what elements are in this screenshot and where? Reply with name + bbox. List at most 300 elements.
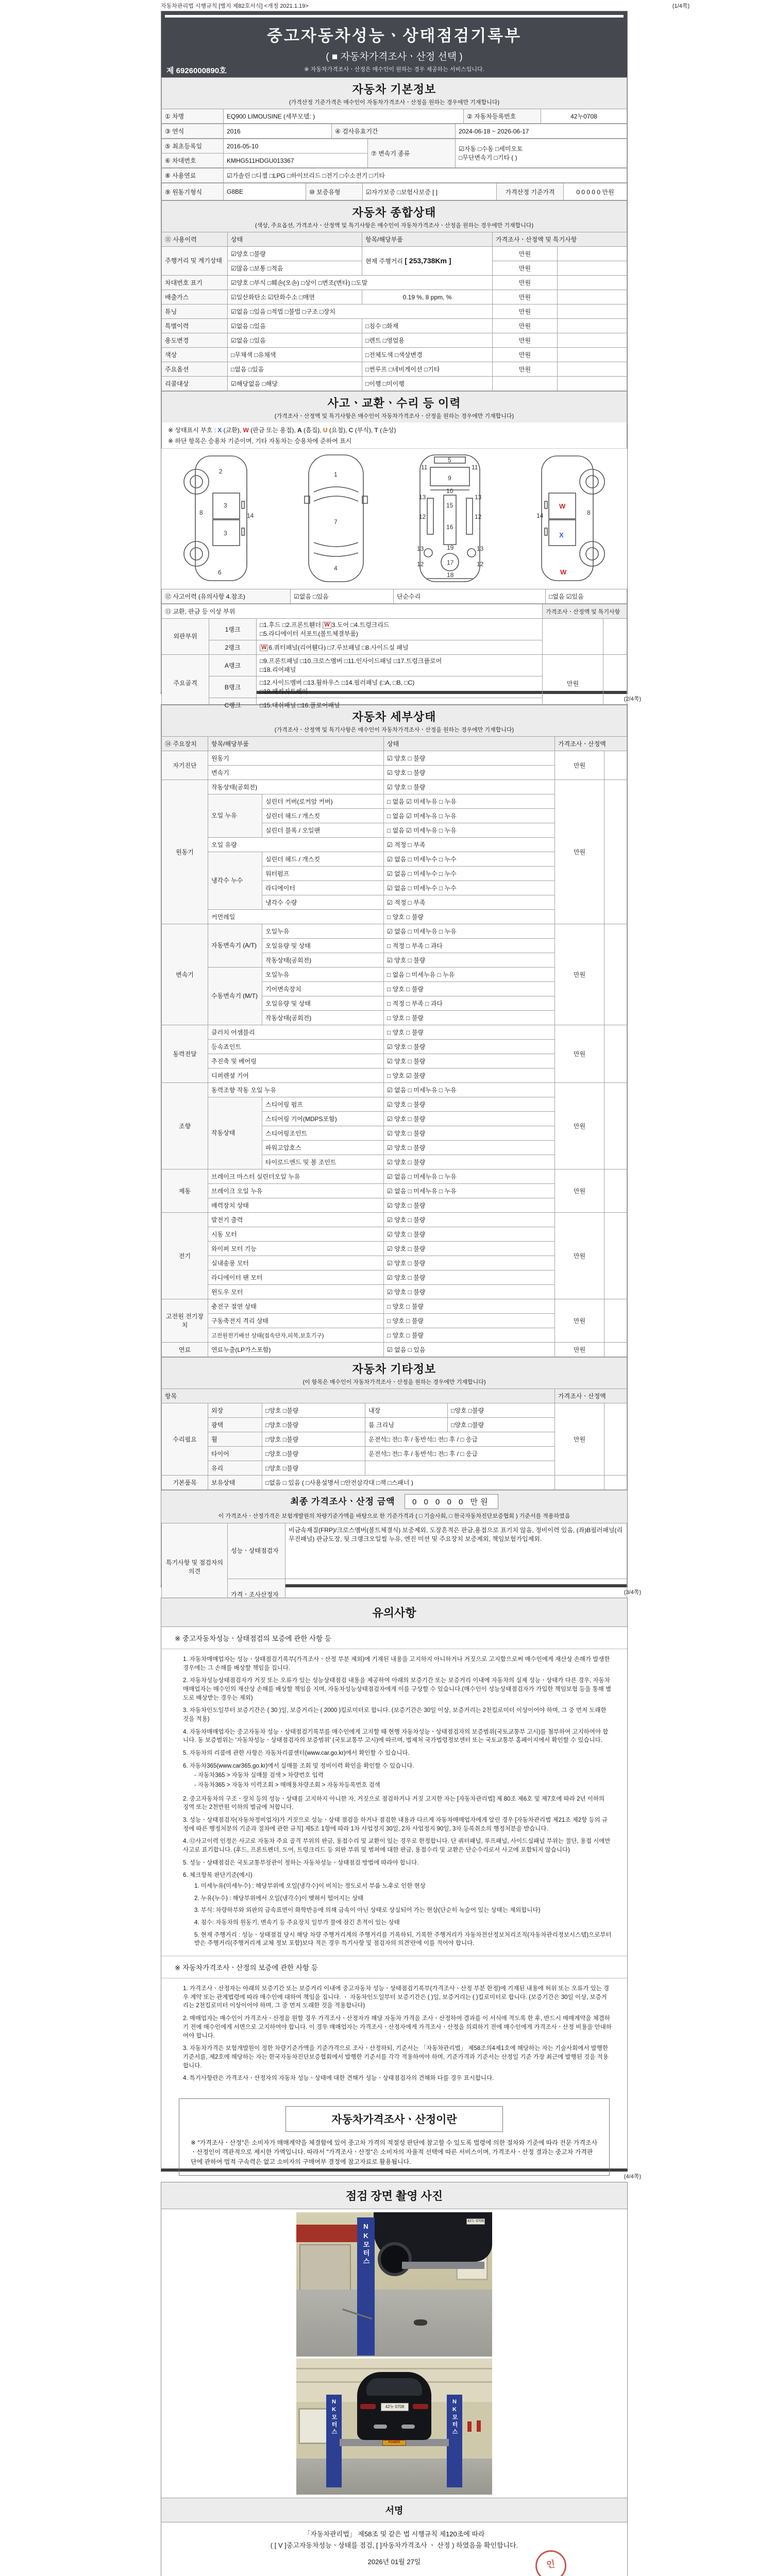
diagram-label: 3 [224,502,227,509]
drive-battery-state: □ 양호 □ 불량 [384,1314,555,1328]
diagram-label: 1 [334,471,338,478]
brake-booster-state: ☑ 양호 □ 불량 [384,1198,555,1213]
photo-section-title: 점검 장면 촬영 사진 [161,2182,627,2209]
usage-change-state: ☑없음 □있음 [228,333,362,348]
common-rail-state: □ 양호 □ 불량 [384,910,555,924]
weld-mark: W [559,502,566,510]
diagram-label: 12 [417,561,424,568]
emission-note [558,290,627,304]
starter-motor: 시동 모터 [208,1227,384,1242]
special-history-item: □침수 □화재 [362,319,493,333]
emission-price: 만원 [493,290,558,304]
rankB-line1: □12.사이드멤버 □13.휠하우스 □14.필러패널 (□A, □B, □C) [260,679,415,686]
lift-column [357,2217,375,2355]
exhaust-tip-left [374,2425,387,2429]
coolant-radiator-state: ☑ 없음 □ 미세누수 □ 누수 [384,881,555,895]
steering-gear-state: ☑ 양호 □ 불량 [384,1112,555,1126]
selfdiag-engine: 원동기 [208,751,384,766]
common-rail: 커먼레일 [208,910,384,924]
mt-group: 수동변속기 (M/T) [208,968,262,1025]
mark-a: A [297,427,302,434]
mark-w-text: (판금 또는 용접), [248,427,298,434]
engine-group: 원동기 [162,780,208,924]
diagram-label: 9 [448,474,451,482]
fuel-type-options: ☑가솔린 □디젤 □LPG □하이브리드 □전기 □수소전기 □기타 [224,168,627,183]
tuning-state: ☑없음 □있음 □적법 □불법 □구조 □장치 [228,304,493,319]
weld-checkbox-door: W [323,622,331,629]
car-rear-window [366,2378,422,2396]
cv-joint: 등속죠인트 [208,1040,384,1054]
red-banner [296,2225,358,2242]
license-plate-partial: 42누 0708 [466,2218,485,2225]
vin-mark-label: 차대번호 표기 [162,276,228,290]
holding-state-label: 보유상태 [208,1476,262,1490]
appraiser-label: 가격ㆍ조사산정자 [228,1579,285,1611]
steering-gear: 스티어링 기어(MDPS포함) [262,1112,384,1126]
emission-state: ☑일산화탄소 ☑탄화수소 □매연 [228,290,362,304]
accident-history-row [161,589,627,604]
accident-history-state: ☑없음 □있음 [291,589,394,604]
notice-item: 3. 자동차인도일부터 보증기간은 ( 30 )일, 보증거리는 ( 2000 )킬로미터로 합니다. (보증기간은 30일 이상, 보증거리는 2천킬로미터 이상이어야 하며, 그 중 먼저 도래한 것을 적용) [183,1707,607,1723]
diagram-label: 5 [448,456,451,464]
page-marker-4: (4/4쪽) [624,2174,641,2180]
etc-col-price: 가격조사ㆍ산정액 [555,1389,627,1403]
oil-leak-block: 실린더 블록 / 오일팬 [262,823,384,838]
engine-price: 만원 [555,780,604,924]
glass-state: □양호 □불량 [262,1461,365,1476]
notice-item: 2. 매매업자는 매수인이 가격조사ㆍ산정을 원할 경우 가격조사ㆍ산정자가 해당 자동차 가격을 조사ㆍ산정하여 결과를 이 서식에 적도록 한 후, 반드시 매매계약을 체결하기 전에 매수인에게 서면으로 고지하여야 합니다. 이 경우 매매업자는 가격조사ㆍ산정자에게 가격조사ㆍ산정을 의뢰하기 전에 매수인에게 가격조사ㆍ산정 비용을 안내하여야 합니다. [183,2015,612,2039]
notice-section1-title: ※ 중고자동차성능ㆍ상태점검의 보증에 관한 사항 등 [161,1627,627,1649]
holding-state-value: □없음 □ 있음 ( □사용설명서 □안전삼각대 □잭 □스패너 ) [262,1476,555,1490]
at-idle: 작동상태(공회전) [262,953,384,968]
color-note [558,348,627,362]
price-appraisal-explain-box [179,2098,610,2176]
engine-idle-state: ☑ 양호 □ 불량 [384,780,555,794]
emission-values: 0.19 %, 8 ppm, % [362,290,493,304]
differential-state: □ 양호 ☑ 불량 [384,1069,555,1083]
color-state: □무채색 □유채색 [228,348,362,362]
electric-note [604,1213,627,1299]
selfdiag-note [604,751,627,780]
diagram-label: 3 [224,530,227,537]
charge-port-state: □ 양호 □ 불량 [384,1299,555,1314]
warranty-type-label: ⑩ 보증유형 [306,183,363,200]
diagram-label: 15 [446,502,453,509]
repair-price: 만원 [555,1403,604,1476]
selfdiag-transmission: 변속기 [208,766,384,780]
diagram-label: 8 [587,509,591,516]
col-major-device: ⑭ 주요장치 [162,737,208,751]
rankA-label: A랭크 [209,655,257,676]
panel-price-header: 가격조사ㆍ산정액 및 특기사항 [543,604,627,619]
inspection-period-value: 2024-06-18 ~ 2026-06-17 [456,124,627,139]
diagram-label: 10 [446,487,453,495]
rankA-items [257,655,543,676]
garage-floor [296,2459,492,2495]
mt-gear: 기어변속장치 [262,982,384,996]
mark-x-text: (교환), [222,427,243,434]
price-appraisal-explain-body: ※ "가격조사ㆍ산정"은 소비자가 매매계약을 체결함에 있어 중고차 가격의 적절성 판단에 참고할 수 있도록 법령에 의한 절차와 기준에 따라 전문 가격조사ㆍ산정인이 객관적으로 제시한 가액입니다. 따라서 "가격조사ㆍ산정"은 소비자의 자율적 선택에 따른 서비스이며, 가격조사ㆍ산정 결과는 중고차 가격판단에 관하여 법적 구속력은 없고 소비자의 구매여부 결정에 참고자료로 활용됩니다. [191,2139,598,2166]
inspector-label: 성능ㆍ상태점검자 [228,1523,285,1579]
wiper-motor-state: ☑ 양호 □ 불량 [384,1242,555,1256]
mark-w: W [243,427,249,434]
wheel-state: □양호 □불량 [262,1432,365,1447]
simple-repair-label: 단순수리 [394,589,546,604]
powertrain-note [604,1025,627,1083]
oil-leak-group: 오일 누유 [208,794,262,838]
overall-state-title: 자동차 종합상태 [352,206,436,219]
brake-price: 만원 [555,1170,604,1213]
engine-type-label: ⑨ 원동기형식 [162,183,224,200]
signature-law-line: 「자동차관리법」 제58조 및 같은 법 시행규칙 제120조에 따라 [304,2530,485,2538]
tie-rod-state: ☑ 양호 □ 불량 [384,1155,555,1170]
fire-extinguisher [477,2420,481,2432]
coolant-level: 냉각수 수량 [262,895,384,910]
rank2-items [257,640,543,655]
detail-state-title: 자동차 세부상태 [352,710,436,723]
glass-detail [365,1461,555,1476]
col-usage-history: ⑪ 사용이력 [162,232,228,247]
rank1-label: 1랭크 [209,619,257,640]
inspection-photo-2 [296,2359,492,2495]
vin-value: KMHG511HDGU013367 [224,154,368,168]
lift-arm [402,2262,484,2269]
tuning-price: 만원 [493,304,558,319]
fuel-group: 연료 [162,1343,208,1357]
steering-joint-state: ☑ 양호 □ 불량 [384,1126,555,1141]
mt-gear-state: □ 양호 □ 불량 [384,982,555,996]
panel-exchange-label: ⑬ 교환, 판금 등 이상 부위 [162,604,543,619]
main-option-item: □썬루프 □네비게이션 □기타 [362,362,493,377]
base-price-value: 0 0 0 0 0 만원 [564,183,627,200]
diagram-label: 8 [199,509,203,516]
warranty-type-options: ☑자가보증 □보험사보증 [ ] [363,183,497,200]
oil-leak-head-state: □ 없음 ☑ 미세누유 □ 누유 [384,809,555,823]
transmission-group: 변속기 [162,924,208,1025]
license-plate: 42누 0708 [381,2403,409,2411]
accident-history-header [161,391,627,422]
oil-leak-head: 실린더 헤드 / 개스킷 [262,809,384,823]
document-title: 중고자동차성능ㆍ상태점검기록부 [266,27,522,45]
room-cleaning-state: □양호 □불량 [448,1418,555,1432]
col-item-part: 항목/해당부품 [362,232,493,247]
tire-state: □양호 □불량 [262,1447,365,1461]
power-sticker: POWER [382,2440,406,2446]
car-damage-diagrams [161,448,627,589]
coolant-waterpump-state: ☑ 없음 □ 미세누수 □ 누수 [384,867,555,881]
oil-leak-rocker: 실린더 커버(로커암 커버) [262,794,384,809]
lift-brand-text: NK모터스 [331,2399,337,2436]
coolant-waterpump: 워터펌프 [262,867,384,881]
diagram-label: 6 [218,569,222,576]
emission-label: 배출가스 [162,290,228,304]
model-year-value: 2016 [224,124,332,139]
mark-c-text: (부식), [353,427,375,434]
notice-bullet: - 자동차365 > 자동차 이력조회 > 매매용차량조회 > 자동차등록번호 검색 [194,1782,380,1789]
mt-idle: 작동상태(공회전) [262,1011,384,1025]
tire-label: 타이어 [208,1447,262,1461]
inspection-photo-1 [296,2212,492,2355]
starter-motor-state: ☑ 양호 □ 불량 [384,1227,555,1242]
car-diagram-left-side [176,452,274,585]
diagram-label: 13 [419,494,426,501]
power-hose-state: ☑ 양호 □ 불량 [384,1141,555,1155]
fuel-note [604,1343,627,1357]
ceiling-beam [296,2368,492,2369]
record-sheet [161,11,641,2576]
detail-state-header [161,705,627,736]
notice-item: 4. 자동차매매업자는 중고자동차 성능ㆍ상태점검기록부를 매수인에게 고지할 때 현행 자동차성능ㆍ상태점검자의 보증범위(국토교통부 고시)를 첨부하여 고지하여야 합니다. 동 보증범위는 '자동차성능ㆍ상태점검자의 보증범위' (국토교통부 고시)에 따르며, 법제처 국가법령정보센터 또는 국토교통부 홈페이지에서 확인할 수 있습니다. [183,1728,609,1744]
at-oil-level-state: □ 적정 □ 부족 □ 과다 [384,939,555,953]
notice-bullet: - 자동차365 > 자동차 실매물 검색 > 차량번호 입력 [194,1772,324,1779]
steering-pump-state: ☑ 양호 □ 불량 [384,1097,555,1112]
rank2-post: 6.쿼터패널(리어휀다) □7.루브패널 □8.사이드실 패널 [268,644,409,651]
diagram-label: 13 [417,545,424,552]
color-item: □전체도색 □색상변경 [362,348,493,362]
oil-level: 오일 유량 [208,838,384,852]
usage-change-price: 만원 [493,333,558,348]
detail-state-table [161,736,627,1357]
basic-items-note [604,1476,627,1490]
exhaust-tip-right [401,2425,415,2429]
diagram-label: 19 [447,544,454,551]
fuel-leak-state: ☑ 없음 □ 있음 [384,1343,555,1357]
generator-state: ☑ 양호 □ 불량 [384,1213,555,1227]
polish-state: □양호 □불량 [262,1418,365,1432]
vin-mark-price: 만원 [493,276,558,290]
floor-object [414,2319,427,2326]
selfdiag-price: 만원 [555,751,604,780]
outer-panel-group: 외판부위 [162,619,209,655]
hv-wiring-state: □ 양호 □ 불량 [384,1328,555,1343]
brake-note [604,1170,627,1213]
detail-state-subtitle: (가격조사ㆍ산정액 및 특기사항은 매수인이 자동차가격조사ㆍ산정을 원하는 경우에만 기재합니다) [274,727,514,733]
diagram-label: 12 [477,561,484,568]
mileage-state-1: ☑양호 □불량 [228,247,362,261]
recall-item: □이행 □미이행 [362,377,493,391]
electric-group: 전기 [162,1213,208,1299]
signature-confirm-line: ( [ V ]중고자동차성능ㆍ상태를 점검, [ ]자동차가격조사 ㆍ 산정 ) 하였음을 확인합니다. [270,2541,518,2550]
coolant-head-state: ☑ 없음 □ 미세누수 □ 누수 [384,852,555,867]
page-marker-3: (3/4쪽) [624,1589,641,1596]
mt-idle-state: □ 양호 □ 불량 [384,1011,555,1025]
diagram-label: 2 [219,468,223,475]
mark-u-text: (요철), [327,427,349,434]
hv-group: 고전원 전기장치 [162,1299,208,1343]
rank1-items [257,619,543,640]
first-reg-date-label: ⑤ 최초등록일 [162,139,224,154]
rank2-label: 2랭크 [209,640,257,655]
page-3 [161,1598,628,2172]
mt-oil-leak-state: □ 없음 □ 미세누유 □ 누유 [384,968,555,982]
mileage-state-2: ☑많음 □보통 □적음 [228,261,362,276]
car-diagram-right-side [515,452,613,585]
radiator-fan-state: ☑ 양호 □ 불량 [384,1270,555,1285]
repair-needed-group: 수리필요 [162,1403,208,1476]
mark-t-text: (손상) [378,427,396,434]
recall-price [493,377,558,391]
tuning-label: 튜닝 [162,304,228,319]
engine-note [604,780,627,924]
electric-price: 만원 [555,1213,604,1299]
basic-items-price [555,1476,604,1490]
special-history-state: ☑없음 □있음 [228,319,362,333]
accident-history-title: 사고ㆍ교환ㆍ수리 등 이력 [327,397,461,410]
taillight-left [360,2404,376,2409]
brake-master-state: ☑ 없음 □ 미세누유 □ 누유 [384,1170,555,1184]
rankA-line1: □9.프론트패널 □10.크로스멤버 □11.인사이드패널 □17.트렁크플로어 [260,657,442,665]
at-group: 자동변속기 (A/T) [208,924,262,968]
wheel-label: 휠 [208,1432,262,1447]
mark-u: U [323,427,328,434]
inspector-opinion-text: 비금속재질(FRP)/크로스멤버(볼트체결식) 보증제외, 도장흔적은 판금,용접으로 표기치 않음, 정비이력 있음, (좌)B필러패널(리무진패널) 판금도장, 뒷 크랭크오일씰 누유, 엔진 미션 및 주요장치 보증제외, 책임보험가입제외. [285,1523,627,1579]
powertrain-group: 동력전달 [162,1025,208,1083]
steering-group: 조향 [162,1083,208,1170]
legend-line-2: ※ 하단 항목은 승용차 기준이며, 기타 자동차는 승용차에 준하여 표시 [168,437,352,445]
notice-subitem: 5. 현재 주행거리 : 성능ㆍ상태점검 당시 해당 차량 주행거리계의 주행거리를 기록하되, 기록한 주행거리가 자동차전산정보처리조직(자동차관리정보시스템)으로부터 받은 주행거리(주행거리계 교체 정보 포함)보다 적은 경우 특기사항 및 점검자의 의견'란에 이를 적어야 합니다. [194,1931,612,1947]
signature-header: 서명 [161,2498,627,2522]
notice-item: 4. ⑫사고이력 인정은 사고로 자동차 주요 골격 부위의 판금, 용접수리 및 교환이 있는 경우로 한정합니다. 단 쿼터패널, 루프패널, 사이드실패널 부위는 절단, 용접 시에만 사고로 표기합니다. (후드, 프론트펜더, 도어, 트렁크리드 등 외판 부위 및 범퍼에 대한 판금, 용접수리 및 교환은 단순수리로서 사고에 포함되지 않습니다) [183,1838,611,1854]
vin-mark-note [558,276,627,290]
repair-note [604,1403,627,1476]
selfdiag-transmission-state: ☑ 양호 □ 불량 [384,766,555,780]
outer-panel-note [603,619,627,655]
final-price-value: 0 0 0 0 0 만원 [405,1494,498,1509]
car-name-value: EQ900 LIMOUSINE (세부모델: ) [224,109,464,124]
polish-label: 광택 [208,1418,262,1432]
clutch: 클러치 어셈블리 [208,1025,384,1040]
price-appraisal-explain-title: 자동차가격조사ㆍ산정이란 [285,2106,503,2132]
notice-body-2 [161,1978,627,2091]
generator: 발전기 출력 [208,1213,384,1227]
main-option-state: □없음 □있음 [228,362,362,377]
usage-change-item: □렌트 □영업용 [362,333,493,348]
page-marker-2: (2/4쪽) [624,696,641,702]
rank1-line1 [260,621,539,630]
powertrain-price: 만원 [555,1025,604,1083]
main-frame-group: 주요골격 [162,655,209,713]
main-option-label: 주요옵션 [162,362,228,377]
power-hose: 파워고압호스 [262,1141,384,1155]
lift-brand-text: NK모터스 [451,2399,458,2436]
brake-oil-state: ☑ 없음 □ 미세누유 □ 누유 [384,1184,555,1198]
taillight-right [413,2404,428,2409]
basic-info-row-1 [161,109,627,124]
coolant-head: 실린더 헤드 / 개스킷 [262,852,384,867]
at-oil-leak-state: ☑ 없음 □ 미세누유 □ 누유 [384,924,555,939]
reg-number-label: ② 자동차등록번호 [464,109,541,124]
rank1-line2: □5.라디에이터 서포트(볼트체결부품) [260,630,358,637]
outer-panel-price [543,619,603,655]
tuning-note [558,304,627,319]
red-stamp-seal: 인 [533,2548,568,2576]
blower-motor: 실내송풍 모터 [208,1256,384,1270]
open-door [299,2244,351,2292]
top-annotation-row [161,2,690,10]
diagram-label: 18 [447,571,454,579]
color-price: 만원 [493,348,558,362]
window-motor-state: ☑ 양호 □ 불량 [384,1285,555,1299]
car-diagram-bottom [398,452,501,585]
notice-body-1 [161,1649,627,1956]
document-number: 제 6926000890호 [166,66,227,75]
main-option-price: 만원 [493,362,558,377]
selfdiag-engine-state: ☑ 양호 □ 불량 [384,751,555,766]
signature-date: 2026년 01월 27일 [367,2558,421,2566]
at-idle-state: ☑ 양호 □ 불량 [384,953,555,968]
exterior-state: □양호 □불량 [262,1403,365,1418]
etc-info-subtitle: (이 항목은 매수인이 자동차가격조사ㆍ산정을 원하는 경우에만 기재합니다) [303,1379,486,1385]
brake-booster: 배력장치 상태 [208,1198,384,1213]
blower-motor-state: ☑ 양호 □ 불량 [384,1256,555,1270]
wheel-detail: 운전석□ 전□ 후 / 동반석□ 전□ 후 / □ 응급 [365,1432,555,1447]
rank1-pre: □1.후드 □2.프론트휀더 [260,621,323,629]
recall-state: ☑해당없음 □해당 [228,377,362,391]
final-price-label: 최종 가격조사ㆍ산정 금액 [290,1497,395,1506]
brake-oil: 브레이크 오일 누유 [208,1184,384,1198]
selfdiag-group: 자기진단 [162,751,208,780]
notice-subitem: 2. 누유(누수) : 해당부위에서 오일(냉각수)이 맺혀서 떨어지는 상태 [194,1895,364,1902]
mileage-current [362,247,493,276]
basic-info-title: 자동차 기본정보 [352,83,436,96]
garage-floor [296,2290,492,2357]
col-price-note: 가격조사ㆍ산정액 및 특기사항 [493,232,627,247]
drive-battery: 구동축전지 격리 상태 [208,1314,384,1328]
transmission-note [604,924,627,1025]
hv-wiring: 고전원전기배선 상태(접속단자,피복,보호기구) [208,1328,384,1343]
etc-info-header [161,1357,627,1388]
inspection-period-label: ④ 검사유효기간 [332,124,456,139]
basic-info-row-5 [161,168,627,183]
steering-oil-leak-state: ☑ 없음 □ 미세누유 □ 누유 [384,1083,555,1097]
brake-master: 브레이크 마스터 실린더오일 누유 [208,1170,384,1184]
notice-subitem: 3. 부식: 차량하부와 외판의 금속표면이 화학반응에 의해 금속이 아닌 상태로 상실되어 가는 현상(단순히 녹슬어 있는 상태는 제외합니다) [194,1907,541,1914]
legend-line-1 [168,426,620,434]
charge-port: 충전구 절연 상태 [208,1299,384,1314]
etc-col-item: 항목 [162,1389,555,1403]
signature-area [161,2522,627,2568]
page-1 [161,11,628,709]
at-oil-leak: 오일누유 [262,924,384,939]
usage-change-label: 용도변경 [162,333,228,348]
diagram-label: 13 [477,545,484,552]
rankB-label: B랭크 [209,676,257,698]
special-history-note [558,319,627,333]
notice-item: 1. 가격조사ㆍ산정자는 아래의 보증기간 또는 보증거리 이내에 중고자동차 성능ㆍ상태점검기록부(가격조사ㆍ산정 부분 한정)에 기재된 내용에 허위 또는 오류가 있는 경우 계약 또는 관계법령에 따라 매수인에 대하여 책임을 집니다. ㆍ 자동차인도일부터 보증기간은 ( )일, 보증거리는 ( )킬로미터로 합니다. (보증기간은 30일 이상, 보증거리는 2천킬로미터 이상이어야 하며, 그 중 먼저 도래한 것을 적용합니다) [183,1986,609,2009]
notice-item: 6. 자동차365(www.car365.go.kr)에서 실매물 조회 및 정비이력 확인을 확인할 수 있습니다. [183,1762,414,1769]
col-detail-state: 상태 [384,737,555,751]
simple-repair-state: □없음 ☑있음 [546,589,627,604]
form-regulation-note: 자동차관리법 시행규칙 [별지 제82호서식] <개정 2021.1.19> [161,3,309,9]
first-reg-date-value: 2016-05-10 [224,139,368,154]
mark-x: X [217,427,222,434]
mt-oil-level: 오일유량 및 상태 [262,996,384,1011]
transmission-type-label: ⑦ 변속기 종류 [368,139,456,168]
window-motor: 윈도우 모터 [208,1285,384,1299]
mark-t: T [374,427,378,434]
mileage-price-2: 만원 [493,261,558,276]
oil-leak-block-state: □ 없음 ☑ 미세누유 □ 누유 [384,823,555,838]
diagram-label: 12 [419,513,426,520]
overall-state-subtitle: (색상, 주요옵션, 가격조사ㆍ산정액 및 특기사항은 매수인이 자동차가격조사ㆍ산정을 원하는 경우에만 기재합니다) [255,223,534,229]
lift-brand-text: NK모터스 [362,2223,370,2266]
transmission-price: 만원 [555,924,604,1025]
notice-section2-title: ※ 자동차가격조사ㆍ산정의 보증에 관한 사항 등 [161,1956,627,1978]
usage-change-note [558,333,627,348]
legend-prefix: ※ 상태표시 부호 : [168,427,218,434]
differential: 디퍼렌셜 기어 [208,1069,384,1083]
steering-joint: 스티어링조인트 [262,1126,384,1141]
